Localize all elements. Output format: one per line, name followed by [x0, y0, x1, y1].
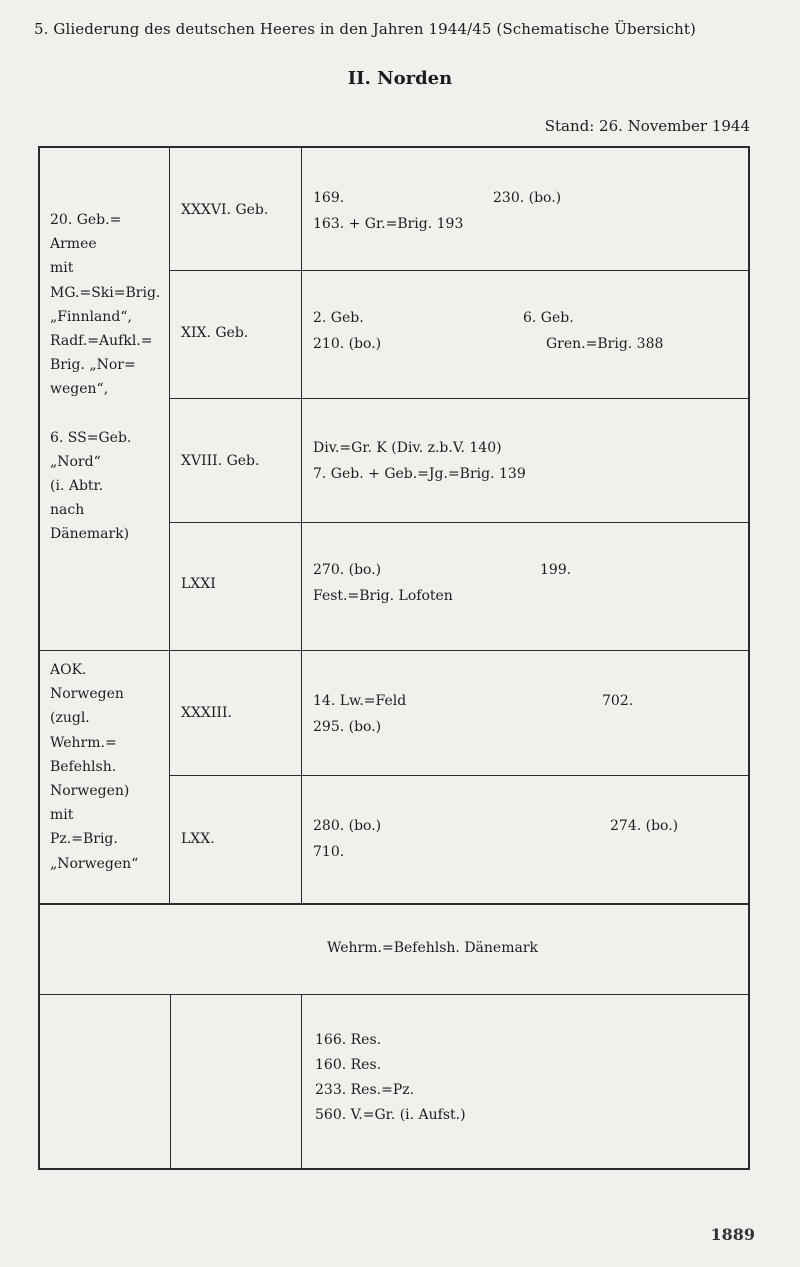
army-line: „Norwegen“: [50, 855, 139, 872]
column-divider: [170, 994, 171, 1170]
division: 210. (bo.): [313, 336, 382, 352]
army-line: Wehrm.=: [50, 734, 117, 751]
denmark-divider: [40, 903, 748, 905]
column-divider: [301, 148, 302, 904]
division: 270. (bo.): [313, 562, 382, 578]
section-title: II. Norden: [347, 68, 453, 89]
division-list: [313, 438, 526, 484]
army-line: Pz.=Brig.: [50, 831, 118, 848]
army-line: Norwegen: [50, 686, 124, 703]
army-line: Dänemark): [50, 526, 130, 543]
corps-name: XIX. Geb.: [181, 325, 249, 341]
army-line: [50, 402, 160, 426]
army-line: Radf.=Aufkl.=: [50, 333, 153, 350]
row-divider: [40, 994, 748, 995]
army-line: Befehlsh.: [50, 758, 117, 775]
division-right: 230. (bo.): [493, 190, 562, 206]
army-divider: [40, 650, 748, 651]
division-right: 274. (bo.): [610, 818, 679, 834]
army-line: AOK.: [50, 662, 87, 678]
army-line: mit: [50, 260, 74, 277]
division-right: 199.: [540, 562, 572, 578]
denmark-command: Wehrm.=Befehlsh. Dänemark: [327, 940, 539, 956]
army-line: „Nord“: [50, 453, 101, 470]
division-list: [313, 188, 463, 234]
division: 295. (bo.): [313, 719, 382, 735]
division: 560. V.=Gr. (i. Aufst.): [315, 1107, 466, 1123]
army-line: MG.=Ski=Brig.: [50, 284, 161, 301]
page-number: 1889: [710, 1225, 755, 1244]
division-list: [313, 691, 406, 737]
division: 2. Geb.: [313, 310, 364, 326]
army-line: 6. SS=Geb.: [50, 429, 132, 446]
corps-name: XVIII. Geb.: [181, 453, 260, 469]
division-list: [313, 560, 453, 606]
denmark-divisions: [315, 1028, 466, 1128]
army-line: (zugl.: [50, 710, 90, 727]
division: Fest.=Brig. Lofoten: [313, 588, 453, 604]
column-divider: [169, 148, 170, 904]
army-line: Norwegen): [50, 783, 130, 800]
army-line: 20. Geb.=: [50, 212, 122, 228]
army-line: wegen“,: [50, 381, 109, 398]
army-line: „Finnland“,: [50, 308, 132, 325]
document-heading: 5. Gliederung des deutschen Heeres in den Jahren 1944/45 (Schematische Übersicht): [34, 20, 696, 38]
corps-name: XXXVI. Geb.: [181, 202, 269, 218]
corps-name: XXXIII.: [181, 705, 232, 721]
army-aok-norwegen: [50, 658, 138, 876]
row-divider: [169, 398, 748, 399]
stand-date: Stand: 26. November 1944: [544, 117, 750, 135]
division-right: 6. Geb.: [523, 310, 574, 326]
corps-name: LXXI: [181, 576, 216, 592]
division: 166. Res.: [315, 1032, 382, 1048]
division-right: 702.: [602, 693, 634, 709]
division: Div.=Gr. K (Div. z.b.V. 140): [313, 440, 502, 456]
corps-name: LXX.: [181, 831, 215, 847]
division: 163. + Gr.=Brig. 193: [313, 216, 464, 232]
division: 233. Res.=Pz.: [315, 1082, 415, 1098]
division: 169.: [313, 190, 345, 206]
division-list: [313, 816, 381, 862]
army-line: mit: [50, 807, 74, 824]
column-divider: [301, 994, 302, 1170]
row-divider: [169, 270, 748, 271]
division-list: [313, 308, 381, 354]
army-line: Armee: [50, 236, 97, 253]
division: 160. Res.: [315, 1057, 382, 1073]
division: 7. Geb. + Geb.=Jg.=Brig. 139: [313, 466, 526, 482]
row-divider: [169, 775, 748, 776]
division: 280. (bo.): [313, 818, 382, 834]
army-line: (i. Abtr.: [50, 478, 104, 495]
army-20-geb: [50, 208, 160, 547]
division: 14. Lw.=Feld: [313, 693, 407, 709]
army-line: nach: [50, 502, 85, 519]
army-line: Brig. „Nor=: [50, 357, 136, 374]
order-of-battle-table: [38, 146, 750, 1170]
row-divider: [169, 522, 748, 523]
division: 710.: [313, 844, 345, 860]
division-right: Gren.=Brig. 388: [546, 336, 664, 352]
